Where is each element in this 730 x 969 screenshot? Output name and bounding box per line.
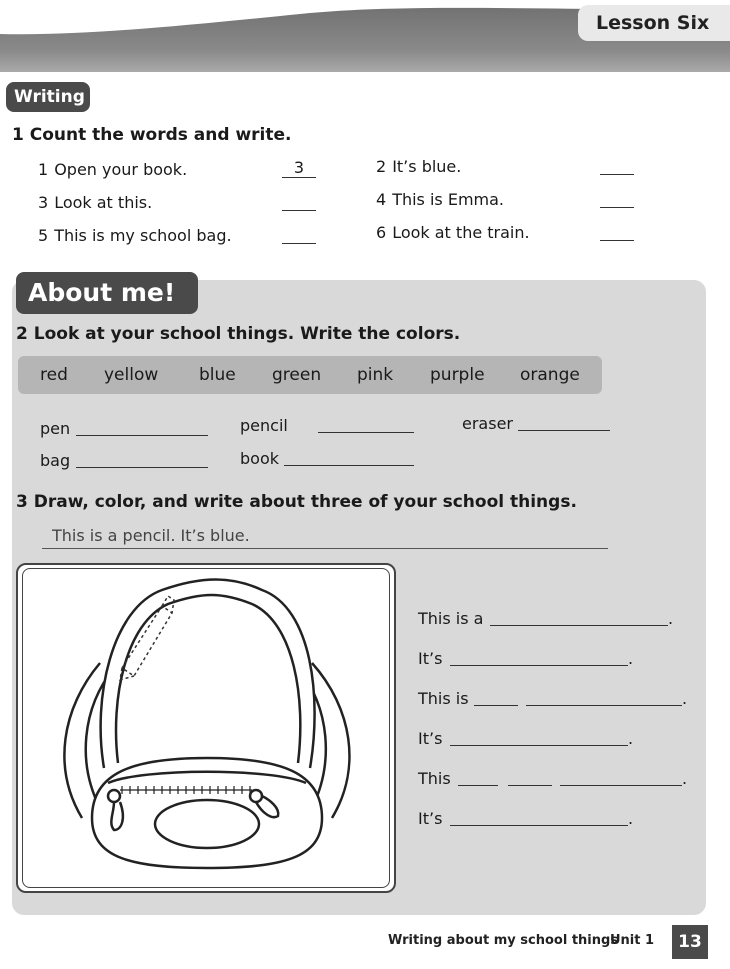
prompt-6-line[interactable] [450, 824, 628, 826]
prompt-4-line[interactable] [450, 744, 628, 746]
answer-line-2[interactable] [600, 173, 634, 175]
answer-line-4[interactable] [600, 206, 634, 208]
answer-line-3[interactable] [282, 209, 316, 211]
prompt-5: This [418, 769, 451, 788]
eraser-color-line[interactable] [518, 429, 610, 431]
prompt-2: It’s [418, 649, 443, 668]
prompt-6: It’s [418, 809, 443, 828]
thing-book: book [240, 449, 279, 468]
writing-label: Writing [6, 82, 90, 112]
prompt-2-line[interactable] [450, 664, 628, 666]
item-5: 5 This is my school bag. [38, 226, 232, 245]
bag-color-line[interactable] [76, 466, 208, 468]
school-bag-illustration [22, 568, 390, 888]
color-word: yellow [104, 365, 159, 385]
task3-title: 3 Draw, color, and write about three of your school things. [16, 492, 577, 512]
prompt-3-line-b[interactable] [526, 704, 682, 706]
prompt-1-line[interactable] [490, 624, 668, 626]
footer-topic: Writing about my school things [388, 933, 619, 948]
pencil-color-line[interactable] [318, 431, 414, 433]
prompt-1: This is a [418, 609, 484, 628]
item-1: 1 Open your book. [38, 160, 188, 179]
item-6: 6 Look at the train. [376, 223, 530, 242]
page-number: 13 [672, 925, 708, 959]
color-word: pink [357, 365, 394, 385]
color-word: blue [199, 365, 236, 385]
item-2: 2 It’s blue. [376, 157, 462, 176]
thing-eraser: eraser [462, 414, 513, 433]
footer-unit: Unit 1 [610, 933, 655, 948]
answer-line-6[interactable] [600, 239, 634, 241]
prompt-3: This is [418, 689, 469, 708]
answer-line-1 [282, 176, 316, 178]
lesson-title: Lesson Six [578, 5, 730, 41]
item-4: 4 This is Emma. [376, 190, 505, 209]
item-3: 3 Look at this. [38, 193, 153, 212]
task1-title: 1 Count the words and write. [12, 125, 292, 145]
book-color-line[interactable] [284, 464, 414, 466]
prompt-3-line-a[interactable] [474, 704, 518, 706]
prompt-5-line-c[interactable] [560, 784, 682, 786]
color-word: green [272, 365, 322, 385]
task2-title: 2 Look at your school things. Write the colors. [16, 324, 461, 344]
color-word: orange [520, 365, 580, 385]
prompt-5-line-a[interactable] [458, 784, 498, 786]
thing-pencil: pencil [240, 416, 288, 435]
example-line [42, 548, 608, 549]
prompt-5-line-b[interactable] [508, 784, 552, 786]
color-word: purple [430, 365, 485, 385]
prompt-4: It’s [418, 729, 443, 748]
thing-bag: bag [40, 451, 71, 470]
answer-line-5[interactable] [282, 242, 316, 244]
about-me-label: About me! [16, 272, 198, 314]
thing-pen: pen [40, 419, 71, 438]
color-word: red [40, 365, 68, 385]
pen-color-line[interactable] [76, 434, 208, 436]
example-sentence: This is a pencil. It’s blue. [52, 526, 250, 545]
answer-1[interactable]: 3 [293, 158, 305, 177]
